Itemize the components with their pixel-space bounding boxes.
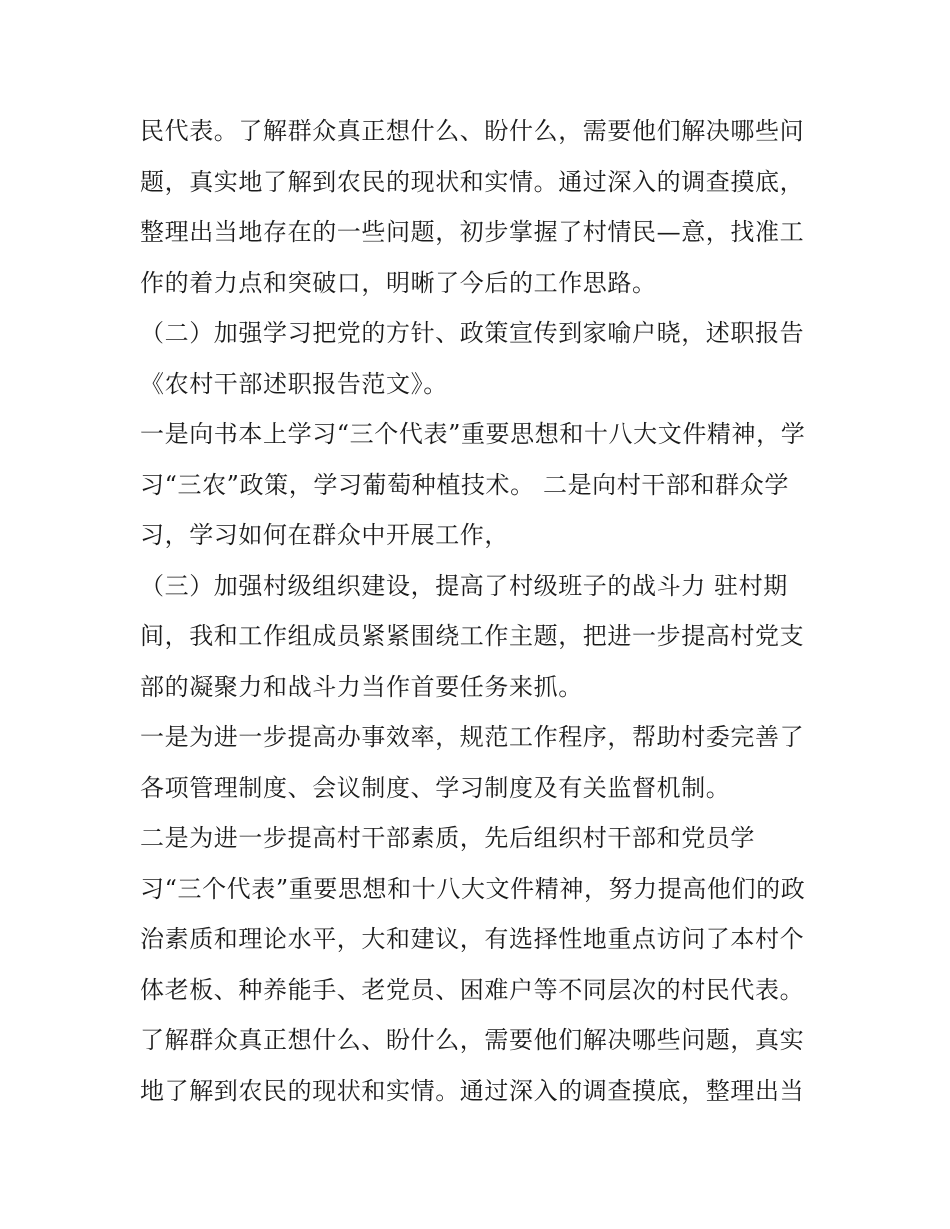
text-line: 体老板、种养能手、老党员、困难户等不同层次的村民代表。 — [140, 975, 805, 1004]
document-body — [140, 106, 820, 1116]
text-line: 部的凝聚力和战斗力当作首要任务来抓。 — [140, 672, 583, 701]
text-line: 民代表。了解群众真正想什么、盼什么，需要他们解决哪些问 — [140, 117, 805, 145]
text-line: 一是向书本上学习“三个代表”重要思想和十八大文件精神，学 — [140, 420, 806, 448]
text-line: 整理出当地存在的一些问题，初步掌握了村情民—意，找准工 — [140, 218, 805, 246]
text-line: 作的着力点和突破口，明晰了今后的工作思路。 — [140, 268, 657, 297]
text-line: 间，我和工作组成员紧紧围绕工作主题，把进一步提高村党支 — [140, 622, 805, 650]
text-line: 治素质和理论水平，大和建议，有选择性地重点访问了本村个 — [140, 925, 805, 953]
text-line: 题，真实地了解到农民的现状和实情。通过深入的调查摸底， — [140, 167, 805, 196]
text-line: 习“三农”政策，学习葡萄种植技术。 二是向村干部和群众学 — [140, 470, 789, 499]
text-line: 一是为进一步提高办事效率，规范工作程序，帮助村委完善了 — [140, 723, 805, 751]
text-line: 了解群众真正想什么、盼什么，需要他们解决哪些问题，真实 — [140, 1026, 805, 1054]
section-heading-2: （二）加强学习把党的方针、政策宣传到家喻户晓，述职报告 — [140, 319, 805, 347]
text-line: 各项管理制度、会议制度、学习制度及有关监督机制。 — [140, 773, 731, 802]
section-heading-3: （三）加强村级组织建设，提高了村级班子的战斗力 驻村期 — [140, 571, 788, 600]
text-line: 习，学习如何在群众中开展工作， — [140, 521, 509, 549]
text-line: 习“三个代表”重要思想和十八大文件精神，努力提高他们的政 — [140, 874, 806, 903]
text-line: 地了解到农民的现状和实情。通过深入的调查摸底，整理出当 — [140, 1076, 805, 1105]
text-line: 《农村干部述职报告范文》。 — [140, 369, 448, 398]
text-line: 二是为进一步提高村干部素质，先后组织村干部和党员学 — [140, 824, 755, 852]
